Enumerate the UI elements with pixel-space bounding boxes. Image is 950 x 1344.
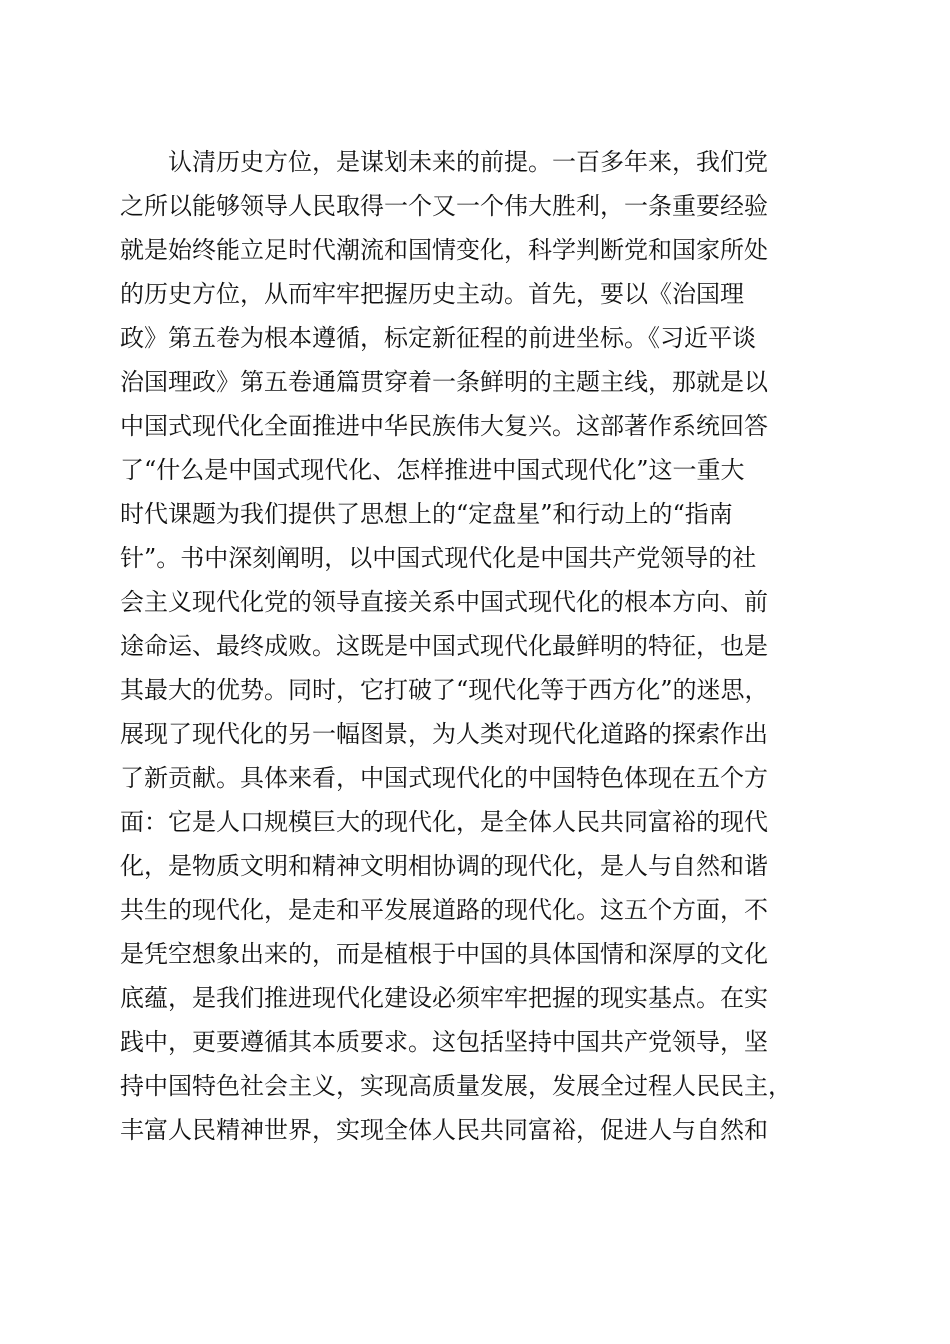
text-line: 的历史方位，从而牢牢把握历史主动。首先，要以《治国理 (120, 280, 744, 308)
text-line: 认清历史方位，是谋划未来的前提。一百多年来，我们党 (168, 148, 768, 176)
text-line: 践中，更要遵循其本质要求。这包括坚持中国共产党领导，坚 (120, 1028, 768, 1056)
text-line: 政》第五卷为根本遵循，标定新征程的前进坐标。《习近平谈 (120, 324, 756, 352)
text-line: 是凭空想象出来的，而是植根于中国的具体国情和深厚的文化 (120, 940, 768, 968)
text-line: 中国式现代化全面推进中华民族伟大复兴。这部著作系统回答 (120, 412, 768, 440)
text-line: 丰富人民精神世界，实现全体人民共同富裕，促进人与自然和 (120, 1116, 768, 1144)
text-line: 了“什么是中国式现代化、怎样推进中国式现代化”这一重大 (120, 456, 745, 484)
text-line: 持中国特色社会主义，实现高质量发展，发展全过程人民民主， (120, 1072, 792, 1100)
text-line: 会主义现代化党的领导直接关系中国式现代化的根本方向、前 (120, 588, 768, 616)
text-line: 展现了现代化的另一幅图景，为人类对现代化道路的探索作出 (120, 720, 768, 748)
text-line: 针”。书中深刻阐明，以中国式现代化是中国共产党领导的社 (120, 544, 757, 572)
text-line: 其最大的优势。同时，它打破了“现代化等于西方化”的迷思， (120, 676, 769, 704)
text-line: 之所以能够领导人民取得一个又一个伟大胜利，一条重要经验 (120, 192, 768, 220)
text-line: 治国理政》第五卷通篇贯穿着一条鲜明的主题主线，那就是以 (120, 368, 768, 396)
body-paragraph (120, 140, 832, 1152)
text-line: 共生的现代化，是走和平发展道路的现代化。这五个方面，不 (120, 896, 768, 924)
text-line: 化，是物质文明和精神文明相协调的现代化，是人与自然和谐 (120, 852, 768, 880)
text-line: 就是始终能立足时代潮流和国情变化，科学判断党和国家所处 (120, 236, 768, 264)
text-line: 时代课题为我们提供了思想上的“定盘星”和行动上的“指南 (120, 500, 733, 528)
text-line: 底蕴，是我们推进现代化建设必须牢牢把握的现实基点。在实 (120, 984, 768, 1012)
text-line: 面：它是人口规模巨大的现代化，是全体人民共同富裕的现代 (120, 808, 768, 836)
text-line: 了新贡献。具体来看，中国式现代化的中国特色体现在五个方 (120, 764, 768, 792)
text-line: 途命运、最终成败。这既是中国式现代化最鲜明的特征，也是 (120, 632, 768, 660)
